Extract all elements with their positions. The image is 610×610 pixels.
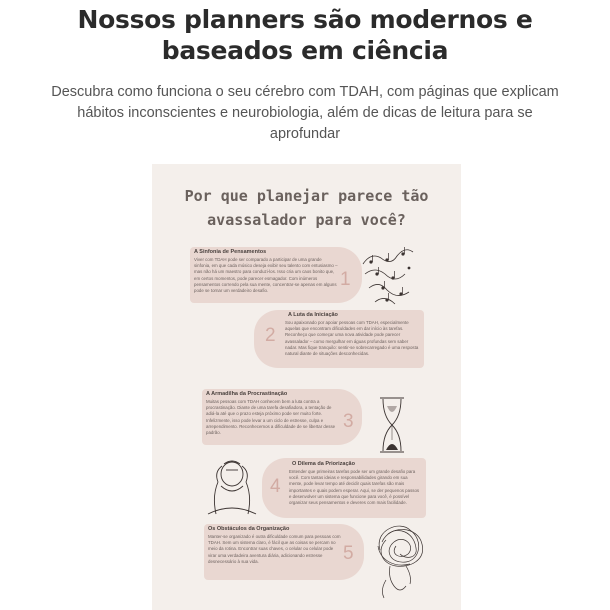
planner-title-line-2: avassalador para você? — [207, 211, 406, 229]
planner-page-image — [152, 164, 461, 610]
page-headline — [0, 4, 610, 66]
section-4-number: 4 — [270, 476, 281, 497]
section-1-text: Viver com TDAH pode ser comparado a participar de uma grande sinfonia, em que cada músico deseja exibir seu talento com entusiasmo – mas não há um maestro para conduzi-los. Isso cria um caos bonito que, em certos momentos, pode parecer esmagador. Com inúmeros pensamentos correndo pela sua mente, concentrar-se apenas em alguns pode se tornar um verdadeiro desafio. — [194, 257, 338, 294]
headline-line-2: baseados em ciência — [161, 36, 449, 65]
headline-line-1: Nossos planners são modernos e — [77, 5, 533, 34]
section-2-text: Sou apaixonado por apoiar pessoas com TDAH, especialmente aquelas que encontram dificuldades em dar início às tarefas. Reconheço que começar uma nova atividade pode parecer avassalador – como mergulhar em águas profundas sem saber nadar. Mas fique tranquilo: sentir-se sobrecarregado é uma resposta natural diante de situações desconhecidas. — [285, 320, 419, 357]
section-1-title: A Sinfonia de Pensamentos — [194, 249, 267, 255]
hourglass-icon — [377, 396, 407, 454]
subtitle-line-1: Descubra como funciona o seu cérebro com TDAH, com páginas que explicam — [51, 84, 559, 100]
section-4-text: Entender que primeiras tarefas pode ser um grande desafio para você. Com tantas ideias e responsabilidades girando em sua mente, pode levar tempo até decidir quais tarefas são mais importantes e quais podem esperar. Aqui, se der pequenos passos e desenvolver um sistema que funcione para você, é possível organizar seus pensamentos e deveres com mais facilidade. — [289, 469, 420, 506]
section-2-number: 2 — [265, 325, 276, 346]
planner-page-title — [152, 184, 461, 232]
page-subtitle — [40, 82, 570, 145]
subtitle-line-3: aprofundar — [269, 126, 341, 142]
section-3-title: A Armadilha da Procrastinação — [206, 391, 288, 397]
section-3-number: 3 — [343, 411, 354, 432]
section-5-text: Manter-se organizado é outra dificuldade comum para pessoas com TDAH. Sem um sistema claro, é fácil que as coisas se percam no meio da rotina. Encontrar suas chaves, o celular ou celular pode virar uma verdadeira aventura diária, adicionando estresse desnecessário à sua vida. — [208, 534, 341, 564]
subtitle-line-2: hábitos inconscientes e neurobiologia, além de dicas de leitura para se — [77, 105, 533, 121]
music-notes-icon — [357, 244, 419, 312]
section-1-number: 1 — [340, 269, 351, 290]
section-5-number: 5 — [343, 543, 354, 564]
section-4-title: O Dilema da Priorização — [292, 461, 355, 467]
tangled-thoughts-icon — [370, 520, 430, 600]
section-2-title: A Luta da Iniciação — [288, 312, 338, 318]
planner-title-line-1: Por que planejar parece tão — [184, 187, 429, 205]
section-3-text: Muitas pessoas com TDAH conhecem bem a luta contra a procrastinação. Diante de uma tarefa desafiadora, a tentação de adiá-la até que o prazo esteja próximo pode ser muito forte. Infelizmente, isso pode levar a um ciclo de estresse, culpa e arrependimento. Reconhecemos a dificuldade de se libertar desse padrão. — [206, 399, 336, 436]
stressed-person-icon — [204, 456, 260, 518]
section-5-title: Os Obstáculos da Organização — [208, 526, 290, 532]
